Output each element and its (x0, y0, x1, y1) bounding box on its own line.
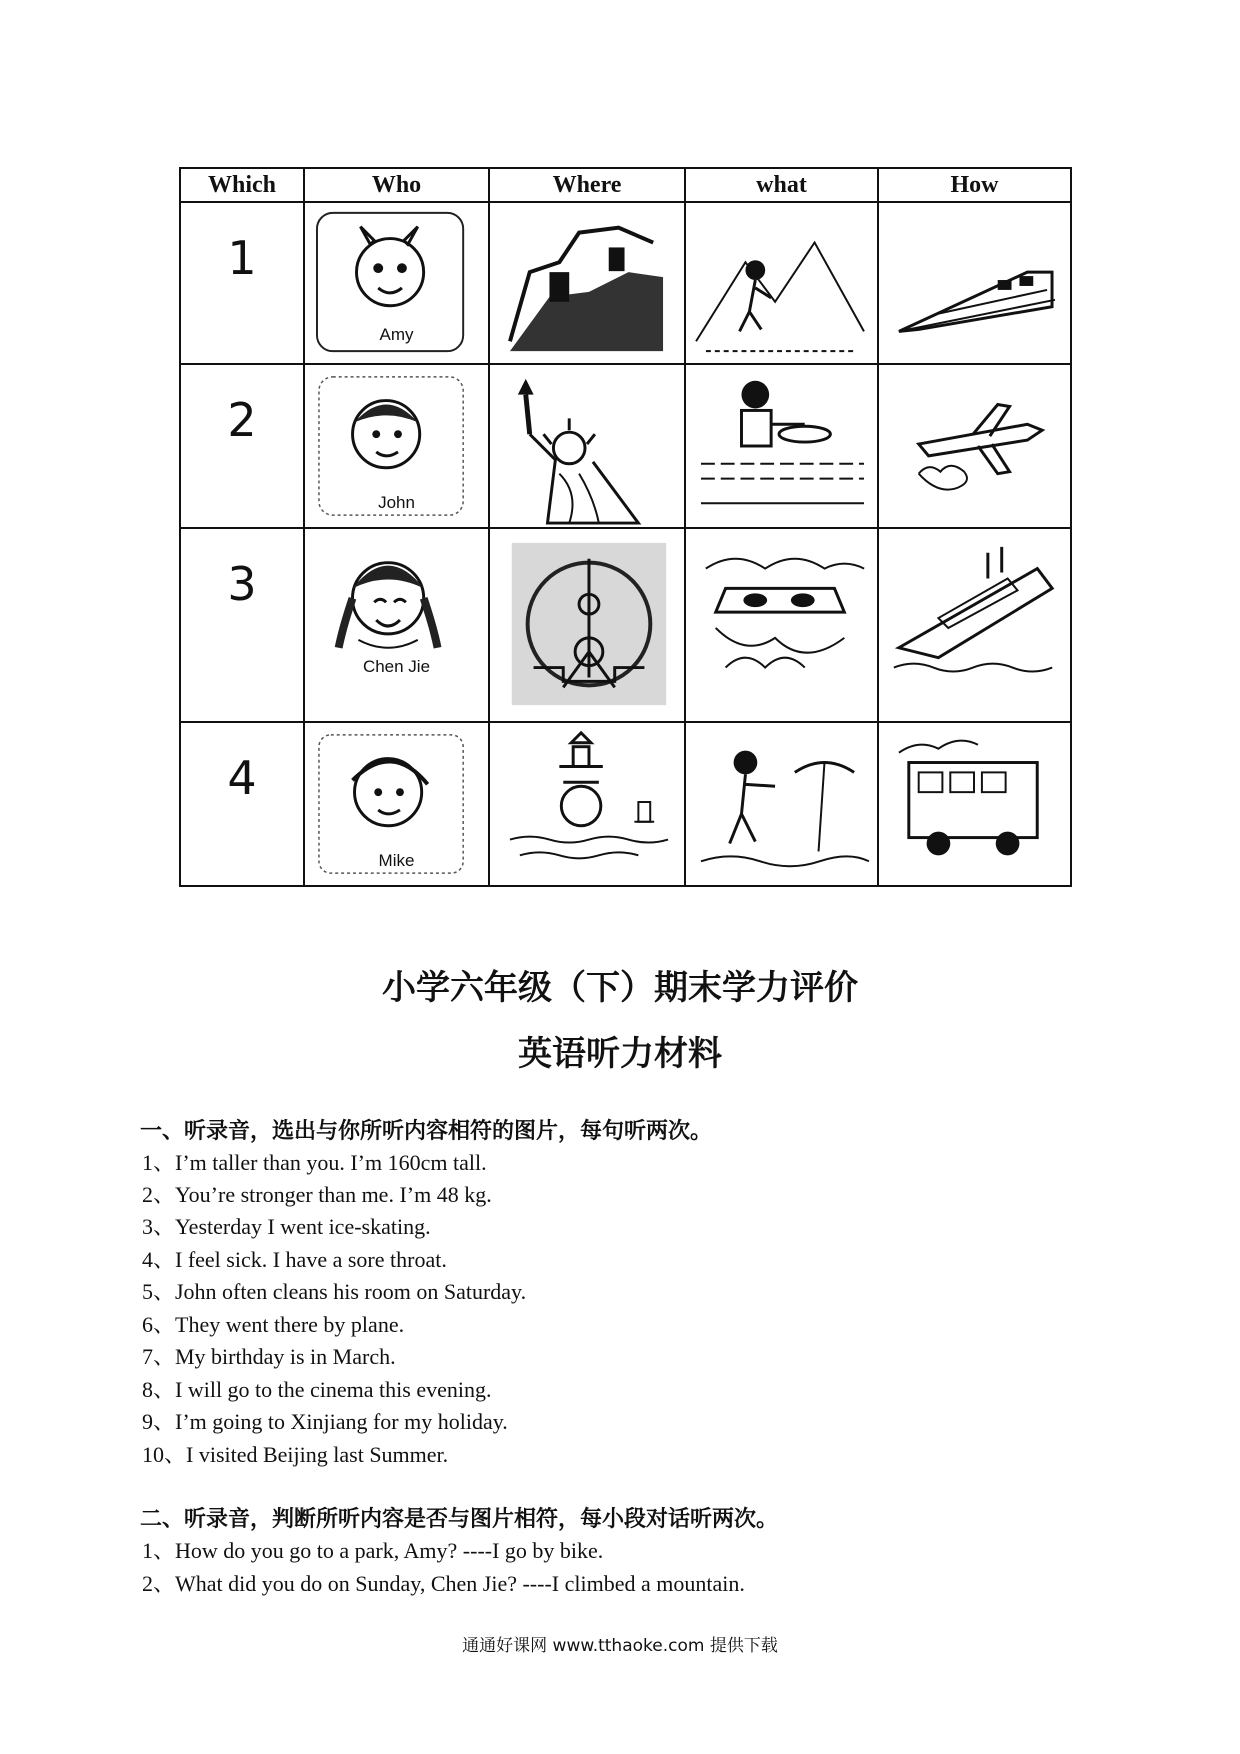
where-cell (489, 364, 685, 528)
how-cell (878, 202, 1071, 364)
who-cell (304, 202, 489, 364)
picture-table (179, 167, 1072, 887)
plane-icon (879, 365, 1070, 527)
table-row (180, 722, 1071, 886)
who-name: Amy (379, 325, 414, 344)
table-row (180, 528, 1071, 722)
header-who: Who (304, 168, 489, 202)
list-item: 1、How do you go to a park, Amy? ----I go by bike. (142, 1538, 604, 1563)
climbing-mountain-icon (686, 203, 877, 363)
section-1-heading: 一、听录音，选出与你所听内容相符的图片，每句听两次。 (140, 1119, 713, 1144)
pagoda-lake-icon (490, 723, 684, 885)
row-number: 2 (227, 393, 257, 447)
footer-text: 通通好课网 www.tthaoke.com 提供下载 (462, 1636, 778, 1656)
where-cell (489, 528, 685, 722)
header-which: Which (180, 168, 304, 202)
list-item: 3、Yesterday I went ice-skating. (142, 1214, 431, 1239)
who-cell (304, 722, 489, 886)
page-title: 小学六年级（下）期末学力评价 (382, 968, 858, 1008)
where-cell (489, 202, 685, 364)
page-subtitle: 英语听力材料 (518, 1034, 722, 1074)
row-number: 3 (227, 557, 257, 611)
table-row (180, 202, 1071, 364)
driving-car-icon (686, 529, 877, 721)
how-cell (878, 528, 1071, 722)
how-cell (878, 722, 1071, 886)
list-item: 10、I visited Beijing last Summer. (142, 1442, 449, 1467)
what-cell (685, 528, 878, 722)
bus-icon (879, 723, 1070, 885)
cooking-icon (686, 365, 877, 527)
beach-icon (686, 723, 877, 885)
oriental-pearl-tower-icon (490, 529, 684, 721)
who-name: Chen Jie (362, 657, 431, 676)
table-header-row (180, 168, 1071, 202)
who-name: Mike (378, 851, 415, 870)
who-name: John (378, 493, 415, 512)
row-number-cell (180, 528, 304, 722)
what-cell (685, 202, 878, 364)
list-item: 4、I feel sick. I have a sore throat. (142, 1247, 447, 1272)
list-item: 8、I will go to the cinema this evening. (142, 1377, 492, 1402)
list-item: 5、John often cleans his room on Saturday. (142, 1279, 527, 1304)
what-cell (685, 722, 878, 886)
list-item: 2、What did you do on Sunday, Chen Jie? ----I climbed a mountain. (142, 1571, 745, 1596)
header-how: How (878, 168, 1071, 202)
great-wall-icon (490, 203, 684, 363)
row-number-cell (180, 722, 304, 886)
list-item: 6、They went there by plane. (142, 1312, 405, 1337)
girl-portrait-icon (305, 529, 488, 721)
row-number: 1 (227, 231, 257, 285)
ship-icon (879, 529, 1070, 721)
list-item: 9、I’m going to Xinjiang for my holiday. (142, 1409, 508, 1434)
header-what: what (685, 168, 878, 202)
where-cell (489, 722, 685, 886)
what-cell (685, 364, 878, 528)
row-number-cell (180, 364, 304, 528)
list-item: 1、I’m taller than you. I’m 160cm tall. (142, 1150, 487, 1175)
table-row (180, 364, 1071, 528)
statue-of-liberty-icon (490, 365, 684, 527)
how-cell (878, 364, 1071, 528)
list-item: 2、You’re stronger than me. I’m 48 kg. (142, 1182, 492, 1207)
train-icon (879, 203, 1070, 363)
row-number-cell (180, 202, 304, 364)
header-where: Where (489, 168, 685, 202)
list-item: 7、My birthday is in March. (142, 1344, 396, 1369)
who-cell (304, 364, 489, 528)
who-cell (304, 528, 489, 722)
row-number: 4 (227, 751, 257, 805)
section-2-heading: 二、听录音，判断所听内容是否与图片相符，每小段对话听两次。 (140, 1507, 779, 1532)
